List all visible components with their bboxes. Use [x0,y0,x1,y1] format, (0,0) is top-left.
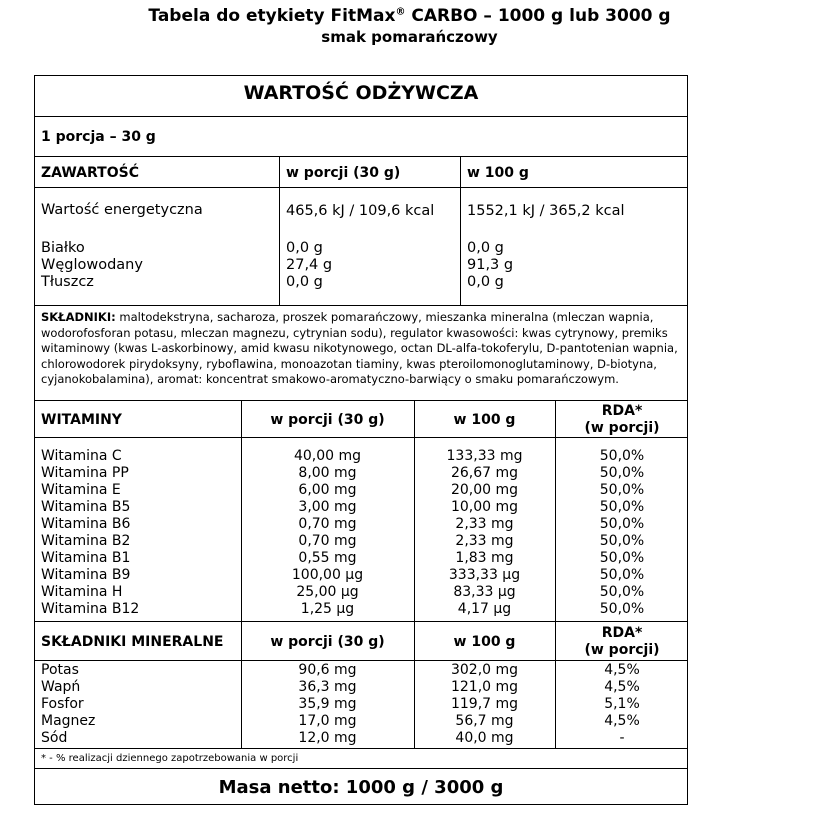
vitamin-100g-value: 10,00 mg [450,499,519,515]
mineral-100g [414,662,555,747]
mineral-portion: 36,3 mg [298,679,357,695]
ingredients-label: SKŁADNIKI: [41,310,116,324]
minerals-header-100g: w 100 g [453,634,516,650]
vitamin-portion: 3,00 mg [298,499,357,515]
mineral-100g-value: 119,7 mg [450,696,519,712]
vitamin-names [41,448,139,618]
minerals-header-rda: RDA* [601,625,643,641]
vitamin-100g [414,448,555,618]
vitamins-header-label: WITAMINY [41,412,122,428]
vitamin-portion: 8,00 mg [298,465,357,481]
macros-portion [286,240,332,291]
vitamins-header-rda-sub: (w porcji) [584,420,660,436]
mineral-rda-value: 4,5% [604,662,640,678]
vitamin-portion: 100,00 µg [291,567,364,583]
vitamin-name: Witamina B2 [41,533,131,549]
mineral-name: Potas [41,662,79,678]
vitamin-100g-value: 333,33 µg [448,567,521,583]
column-divider [241,400,242,748]
divider [35,156,687,157]
vitamins-header-portion: w porcji (30 g) [270,412,385,428]
mineral-100g-value: 302,0 mg [450,662,519,678]
mineral-rda-value: - [619,730,625,746]
vitamin-100g-value: 2,33 mg [455,516,514,532]
macro-100g: 0,0 g [467,274,504,290]
macro-100g: 0,0 g [467,240,504,256]
mineral-names [41,662,95,747]
minerals-header-rda-sub: (w porcji) [584,642,660,658]
vitamin-portion: 40,00 mg [293,448,362,464]
vitamin-portion: 25,00 µg [296,584,359,600]
vitamin-100g-value: 133,33 mg [446,448,523,464]
macro-portion: 27,4 g [286,257,333,273]
macro-100g: 91,3 g [467,257,514,273]
portion-label: 1 porcja – 30 g [41,129,156,145]
vitamin-rda-value: 50,0% [599,482,645,498]
mineral-name: Sód [41,730,68,746]
mineral-100g-value: 56,7 mg [455,713,514,729]
document-title: Tabela do etykiety FitMax® CARBO – 1000 g lub 3000 g [148,6,671,26]
content-header-portion: w porcji (30 g) [286,165,401,181]
vitamin-name: Witamina B1 [41,550,131,566]
mineral-rda [555,662,689,747]
mineral-portion: 17,0 mg [298,713,357,729]
vitamin-rda-value: 50,0% [599,516,645,532]
divider [35,768,687,769]
mineral-name: Wapń [41,679,81,695]
macro-portion: 0,0 g [286,240,323,256]
macro-label: Węglowodany [41,257,143,273]
vitamin-portion: 1,25 µg [300,601,355,617]
vitamin-name: Witamina E [41,482,121,498]
divider [35,621,687,622]
energy-100g: 1552,1 kJ / 365,2 kcal [467,203,625,219]
vitamin-rda-value: 50,0% [599,550,645,566]
vitamin-rda-value: 50,0% [599,533,645,549]
divider [35,748,687,749]
vitamin-100g-value: 4,17 µg [457,601,512,617]
minerals-header-portion: w porcji (30 g) [270,634,385,650]
mineral-rda-value: 5,1% [604,696,640,712]
divider [35,187,687,188]
ingredients [41,310,681,388]
vitamin-100g-value: 2,33 mg [455,533,514,549]
vitamin-100g-value: 20,00 mg [450,482,519,498]
macro-portion: 0,0 g [286,274,323,290]
divider [35,660,687,661]
vitamin-name: Witamina H [41,584,123,600]
macros-100g [467,240,513,291]
nutrition-table [34,75,688,805]
ingredients-text: maltodekstryna, sacharoza, proszek pomarańczowy, mieszanka mineralna (mleczan wapnia, wodorofosforan potasu, mleczan magnezu, cytrynian sodu), regulator kwasowości: kwas cytrynowy, premiks witaminowy (kwas L-askorbinowy, amid kwasu nikotynowego, octan DL-alfa-tokoferylu, D-pantotenian wapnia, chlorowodorek pirydoksyny, ryboflawina, monoazotan tiaminy, kwas pteroilomonoglutaminowy, D-biotyna, cyjanokobalamina), aromat: koncentrat smakowo-aromatyczno-barwiący o smaku pomarańczowym. [41,310,678,386]
vitamin-name: Witamina C [41,448,122,464]
vitamin-portion: 6,00 mg [298,482,357,498]
vitamin-rda-value: 50,0% [599,584,645,600]
table-heading: WARTOŚĆ ODŻYWCZA [243,82,479,104]
divider [35,400,687,401]
divider [35,437,687,438]
column-divider [414,400,415,748]
vitamin-name: Witamina PP [41,465,129,481]
mineral-portion: 12,0 mg [298,730,357,746]
macro-label: Białko [41,240,85,256]
vitamins-header-rda: RDA* [601,403,643,419]
vitamin-portions [241,448,414,618]
column-divider [555,400,556,748]
vitamin-rda-value: 50,0% [599,601,645,617]
content-header-label: ZAWARTOŚĆ [41,165,139,181]
mineral-portion: 35,9 mg [298,696,357,712]
energy-label: Wartość energetyczna [41,202,203,218]
document-subtitle: smak pomarańczowy [321,28,498,46]
energy-portion: 465,6 kJ / 109,6 kcal [286,203,435,219]
vitamins-header-100g: w 100 g [453,412,516,428]
mineral-portion: 90,6 mg [298,662,357,678]
vitamin-name: Witamina B5 [41,499,131,515]
vitamin-portion: 0,70 mg [298,516,357,532]
mineral-name: Fosfor [41,696,84,712]
divider [35,305,687,306]
column-divider [460,156,461,305]
vitamin-portion: 0,55 mg [298,550,357,566]
vitamin-name: Witamina B9 [41,567,131,583]
column-divider [279,156,280,305]
mineral-name: Magnez [41,713,96,729]
macros-labels [41,240,143,291]
mineral-100g-value: 40,0 mg [455,730,514,746]
footnote: * - % realizacji dziennego zapotrzebowania w porcji [41,753,299,764]
mineral-rda-value: 4,5% [604,713,640,729]
mineral-rda-value: 4,5% [604,679,640,695]
vitamin-rda-value: 50,0% [599,499,645,515]
minerals-header-label: SKŁADNIKI MINERALNE [41,634,224,650]
vitamin-name: Witamina B6 [41,516,131,532]
content-header-100g: w 100 g [467,165,529,181]
vitamin-name: Witamina B12 [41,601,140,617]
vitamin-rda-value: 50,0% [599,567,645,583]
vitamin-rda-value: 50,0% [599,448,645,464]
vitamin-100g-value: 26,67 mg [450,465,519,481]
mineral-100g-value: 121,0 mg [450,679,519,695]
vitamin-rda [555,448,689,618]
macro-label: Tłuszcz [41,274,94,290]
vitamin-100g-value: 83,33 µg [453,584,516,600]
vitamin-portion: 0,70 mg [298,533,357,549]
net-mass: Masa netto: 1000 g / 3000 g [218,777,504,798]
vitamin-rda-value: 50,0% [599,465,645,481]
vitamin-100g-value: 1,83 mg [455,550,514,566]
mineral-portions [241,662,414,747]
divider [35,116,687,117]
